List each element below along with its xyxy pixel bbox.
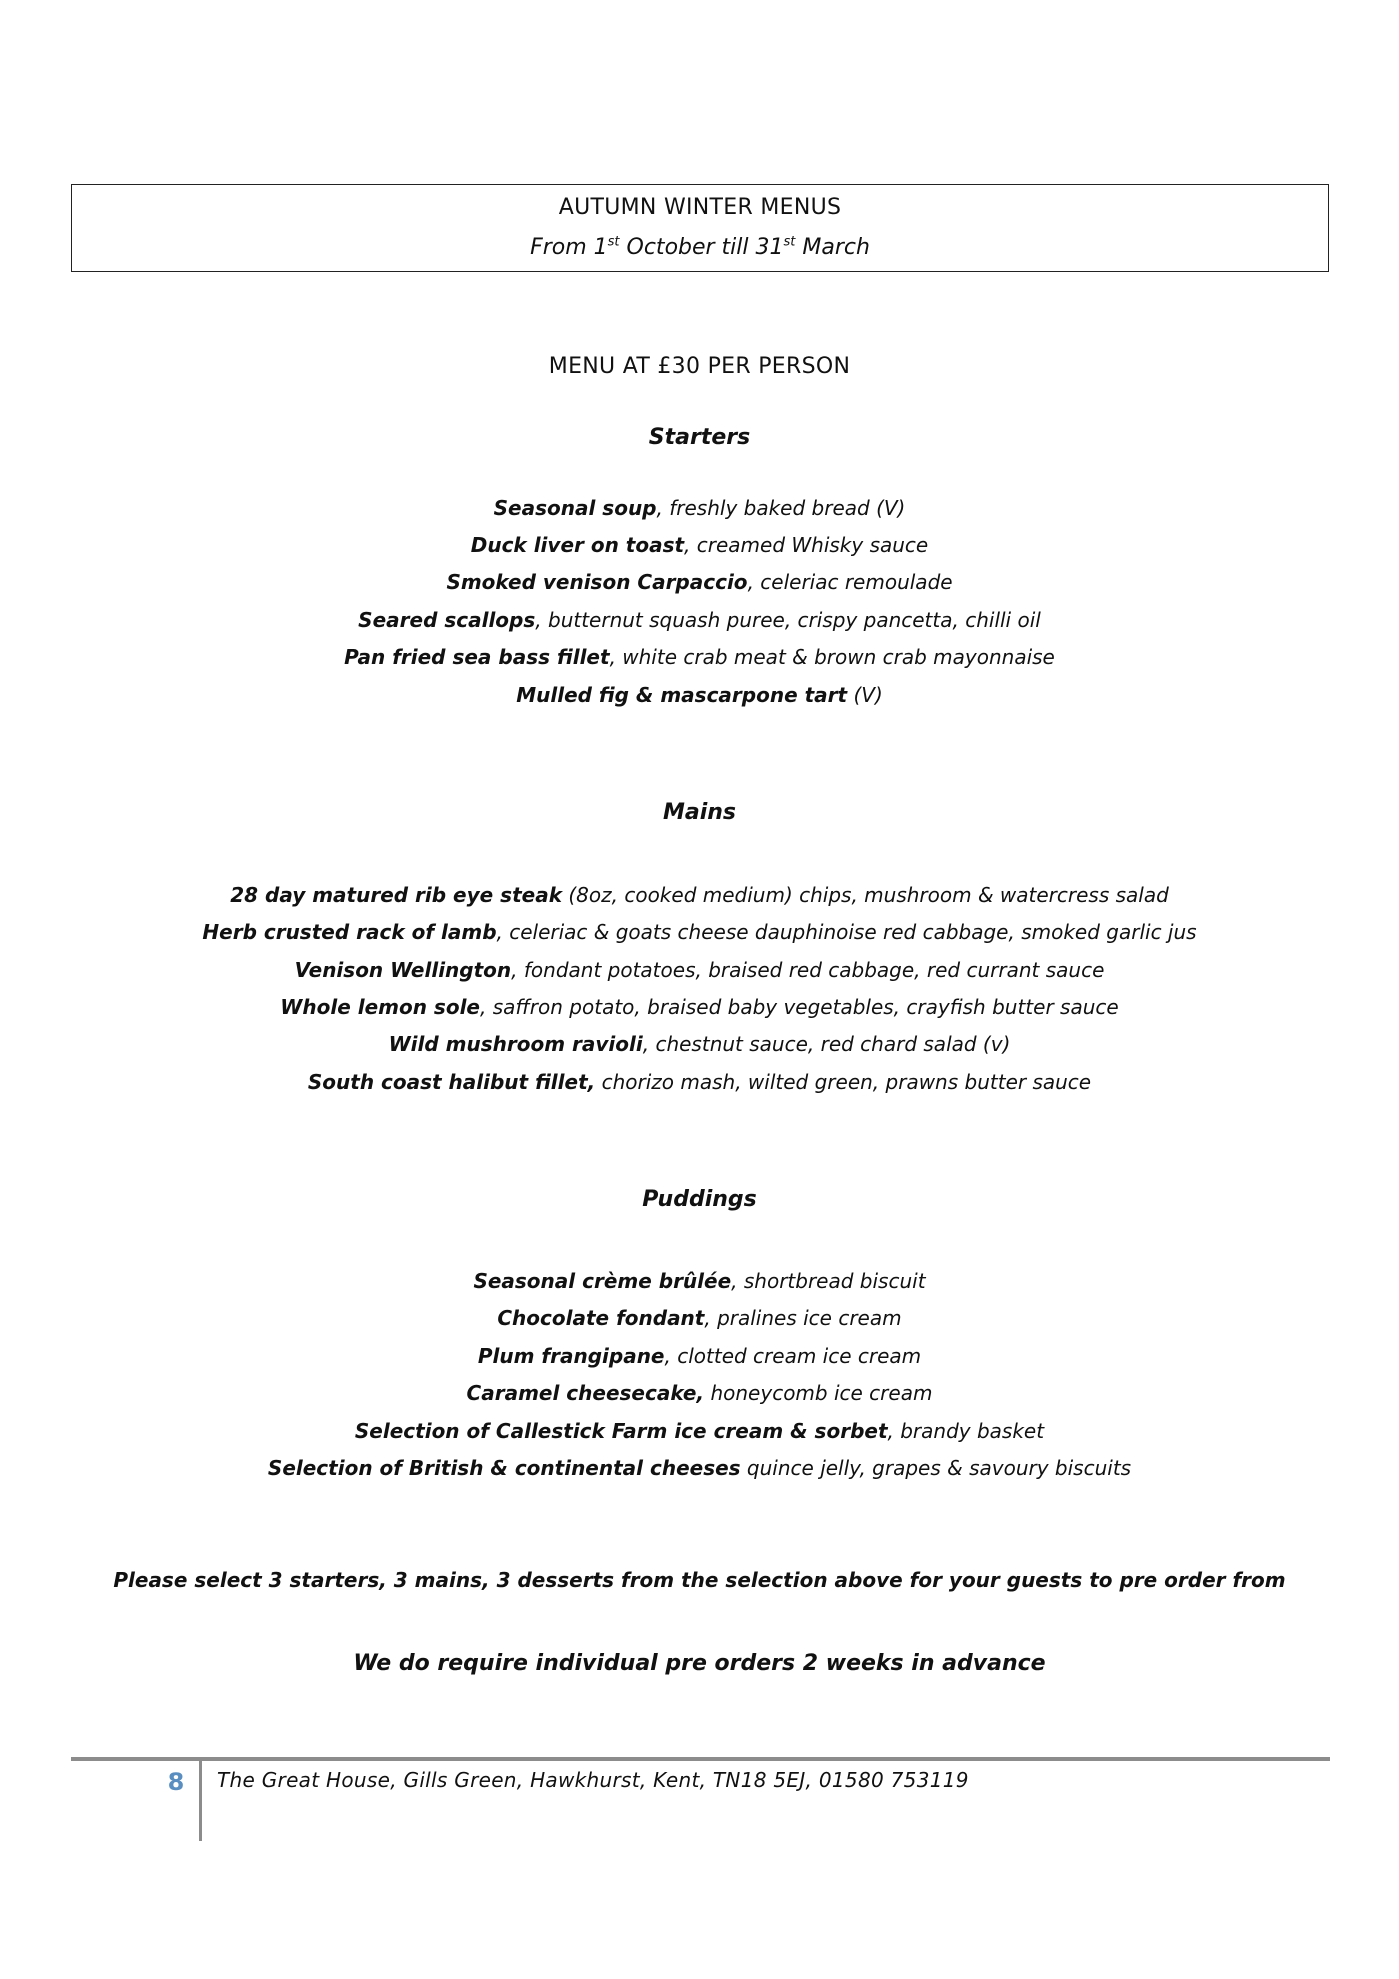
dish-name: Duck liver on toast <box>470 533 685 557</box>
dish-description: , saffron potato, braised baby vegetables, crayfish butter sauce <box>479 995 1119 1019</box>
dish-name: Selection of Callestick Farm ice cream & sorbet <box>354 1419 888 1443</box>
dish-description: , fondant potatoes, braised red cabbage, red currant sauce <box>511 958 1105 982</box>
pudding-item <box>0 1344 1399 1368</box>
dish-description: , freshly baked bread (V) <box>656 496 906 520</box>
dish-description: , celeriac remoulade <box>747 570 953 594</box>
dish-name: 28 day matured rib eye steak <box>230 883 562 907</box>
main-item <box>0 1070 1399 1094</box>
dish-description: , brandy basket <box>887 1419 1045 1443</box>
starter-item <box>0 496 1399 520</box>
page-number: 8 <box>167 1768 185 1796</box>
dish-name: Selection of British & continental cheeses <box>267 1456 741 1480</box>
dish-name: Plum frangipane <box>477 1344 665 1368</box>
dish-name: Smoked venison Carpaccio <box>446 570 748 594</box>
dish-description: chorizo mash, wilted green, prawns butter sauce <box>595 1070 1092 1094</box>
main-item <box>0 995 1399 1019</box>
dish-description: , clotted cream ice cream <box>664 1344 922 1368</box>
dish-description: , chestnut sauce, red chard salad (v) <box>642 1032 1011 1056</box>
header-title: AUTUMN WINTER MENUS <box>558 195 842 220</box>
dish-description: quince jelly, grapes & savoury biscuits <box>740 1456 1132 1480</box>
dish-description: (8oz, cooked medium) chips, mushroom & watercress salad <box>562 883 1169 907</box>
pudding-item <box>0 1381 1399 1405</box>
preorder-note: We do require individual pre orders 2 weeks in advance <box>353 1651 1046 1676</box>
pudding-item <box>0 1269 1399 1293</box>
subtitle-ordinal-2: st <box>783 234 796 250</box>
main-item <box>0 920 1399 944</box>
menu-price-title: MENU AT £30 PER PERSON <box>548 354 851 379</box>
dish-description: , celeriac & goats cheese dauphinoise red cabbage, smoked garlic jus <box>496 920 1197 944</box>
dish-name: Venison Wellington <box>294 958 512 982</box>
dish-name: Seasonal crème brûlée <box>473 1269 732 1293</box>
subtitle-middle: October till 31 <box>619 235 784 260</box>
main-item <box>0 883 1399 907</box>
dish-description: , pralines ice cream <box>704 1306 902 1330</box>
dish-name: Caramel cheesecake, <box>466 1381 705 1405</box>
dish-name: South coast halibut fillet, <box>307 1070 596 1094</box>
footer-address: The Great House, Gills Green, Hawkhurst, Kent, TN18 5EJ, 01580 753119 <box>217 1768 969 1792</box>
footer-divider <box>71 1757 1330 1761</box>
dish-description: , white crab meat & brown crab mayonnaise <box>609 645 1055 669</box>
dish-name: Seared scallops <box>358 608 536 632</box>
puddings-heading: Puddings <box>642 1187 757 1212</box>
starter-item <box>0 645 1399 669</box>
starter-item <box>0 533 1399 557</box>
dish-name: Pan fried sea bass fillet <box>344 645 610 669</box>
main-item <box>0 958 1399 982</box>
starter-item <box>0 608 1399 632</box>
subtitle-ordinal-1: st <box>607 234 620 250</box>
starter-item <box>0 570 1399 594</box>
subtitle-prefix: From 1 <box>530 235 608 260</box>
dish-name: Chocolate fondant <box>497 1306 705 1330</box>
pudding-item <box>0 1456 1399 1480</box>
dish-description: honeycomb ice cream <box>704 1381 933 1405</box>
dish-name: Whole lemon sole <box>280 995 480 1019</box>
dish-name: Herb crusted rack of lamb <box>202 920 497 944</box>
starters-heading: Starters <box>648 425 751 450</box>
dish-name: Seasonal soup <box>493 496 657 520</box>
dish-description: , butternut squash puree, crispy pancetta, chilli oil <box>535 608 1041 632</box>
dish-name: Wild mushroom ravioli <box>388 1032 643 1056</box>
header-subtitle <box>72 235 1328 260</box>
footer-vertical-divider <box>199 1761 202 1841</box>
dish-name: Mulled fig & mascarpone tart <box>516 683 848 707</box>
subtitle-suffix: March <box>795 235 870 260</box>
menu-header-box <box>71 184 1329 272</box>
selection-instruction: Please select 3 starters, 3 mains, 3 desserts from the selection above for your guests to pre order from <box>113 1568 1286 1592</box>
dish-description: , shortbread biscuit <box>731 1269 926 1293</box>
pudding-item <box>0 1419 1399 1443</box>
main-item <box>0 1032 1399 1056</box>
starter-item <box>0 683 1399 707</box>
pudding-item <box>0 1306 1399 1330</box>
dish-description: , creamed Whisky sauce <box>684 533 929 557</box>
mains-heading: Mains <box>662 800 737 825</box>
dish-description: (V) <box>847 683 883 707</box>
